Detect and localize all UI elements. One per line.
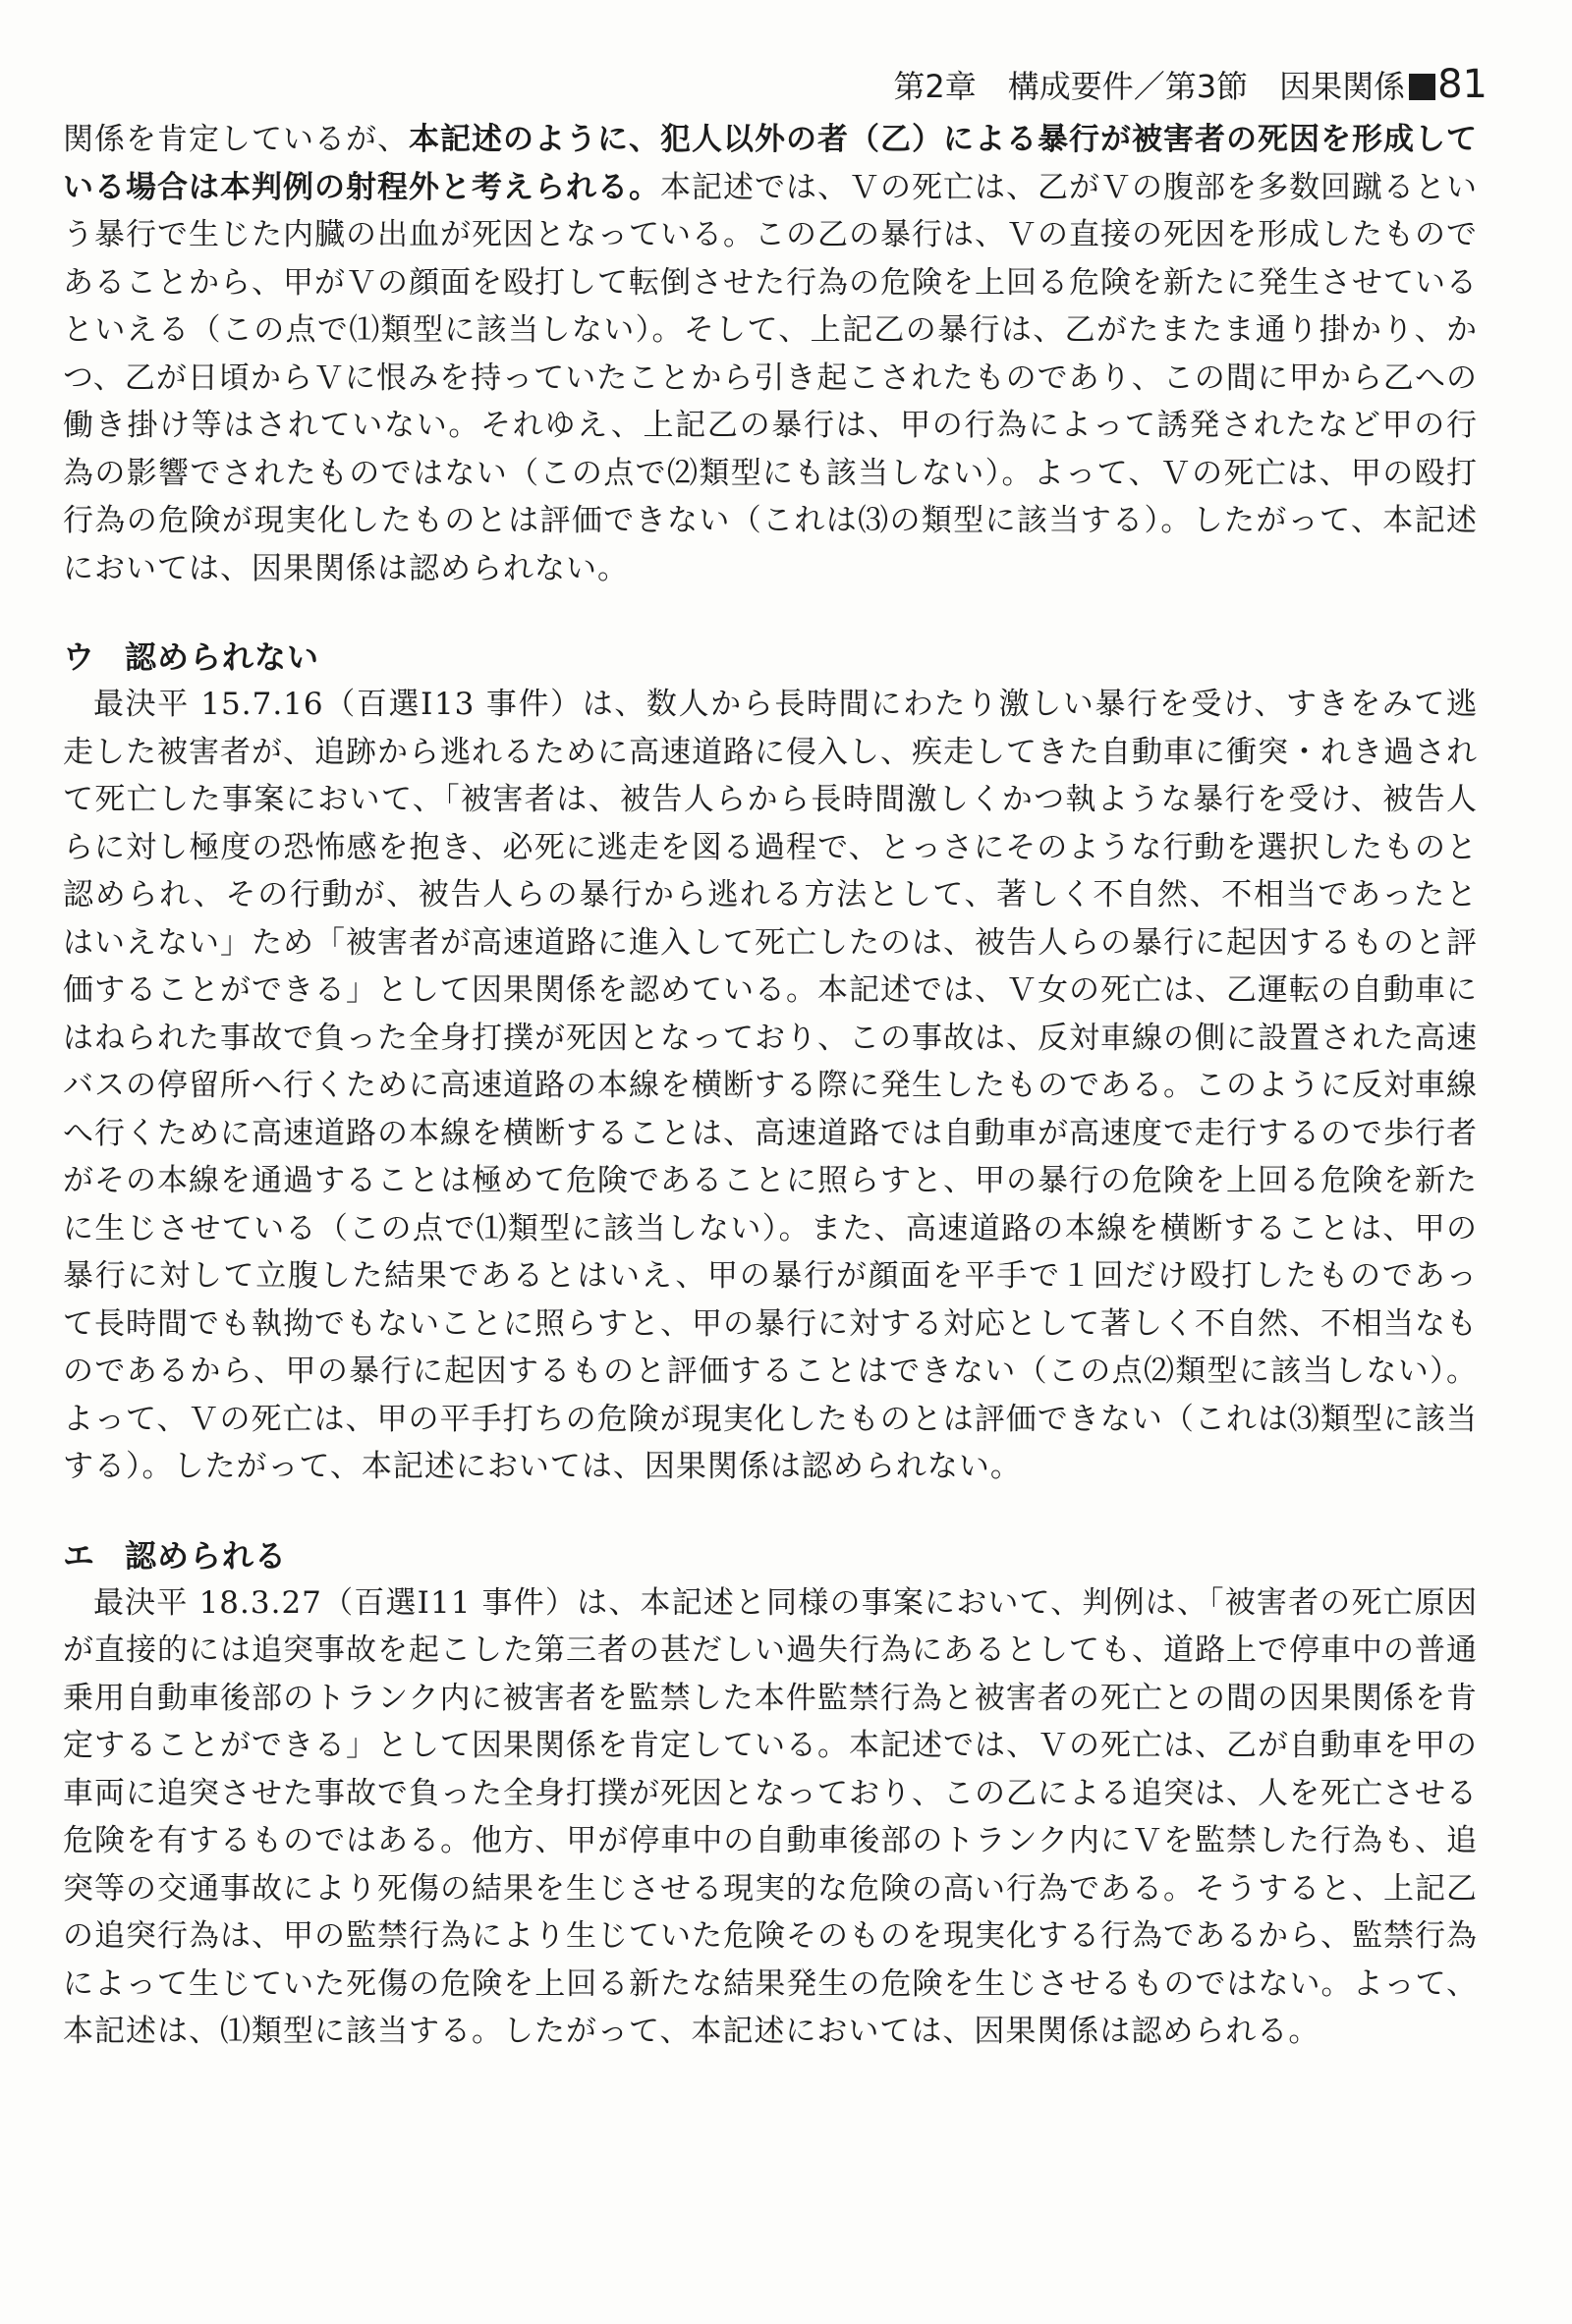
page-number: 81 (1437, 62, 1488, 107)
square-icon (1409, 74, 1435, 100)
intro-bold-text: 本記述のように、犯人以外の者（乙）による暴行が被害者の死因を形成している場合は本判例の射程外と考えられる。 (63, 122, 1478, 205)
section-body-u: 最決平 15.7.16（百選Ⅰ13 事件）は、数人から長時間にわたり激しい暴行を受け、すきをみて逃走した被害者が、追跡から逃れるために高速道路に侵入し、疾走してきた自動車に衝突・れき過されて死亡した事案において、「被害者は、被告人らから長時間激しくかつ執ような暴行を受け、被告人らに対し極度の恐怖感を抱き、必死に逃走を図る過程で、とっさにそのような行動を選択したものと認められ、その行動が、被告人らの暴行から逃れる方法として、著しく不自然、不相当であったとはいえない」ため「被害者が高速道路に進入して死亡したのは、被告人らの暴行に起因するものと評価することができる」として因果関係を認めている。本記述では、Ｖ女の死亡は、乙運転の自動車にはねられた事故で負った全身打撲が死因となっており、この事故は、反対車線の側に設置された高速バスの停留所へ行くために高速道路の本線を横断する際に発生したものである。このように反対車線へ行くために高速道路の本線を横断することは、高速道路では自動車が高速度で走行するので歩行者がその本線を通過することは極めて危険であることに照らすと、甲の暴行の危険を上回る危険を新たに生じさせている（この点で⑴類型に該当しない）。また、高速道路の本線を横断することは、甲の暴行に対して立腹した結果であるとはいえ、甲の暴行が顔面を平手で１回だけ殴打したものであって長時間でも執拗でもないことに照らすと、甲の暴行に対する対応として著しく不自然、不相当なものであるから、甲の暴行に起因するものと評価することはできない（この点⑵類型に該当しない）。よって、Ｖの死亡は、甲の平手打ちの危険が現実化したものとは評価できない（これは⑶類型に該当する）。したがって、本記述においては、因果関係は認められない。 (63, 687, 1479, 1484)
running-header (893, 62, 1488, 107)
main-text (63, 116, 1478, 2056)
section-body-e: 最決平 18.3.27（百選Ⅰ11 事件）は、本記述と同様の事案において、判例は、「被害者の死亡原因が直接的には追突事故を起こした第三者の甚だしい過失行為にあるとしても、道路上で停車中の普通乗用自動車後部のトランク内に被害者を監禁した本件監禁行為と被害者の死亡との間の因果関係を肯定することができる」として因果関係を肯定している。本記述では、Ｖの死亡は、乙が自動車を甲の車両に追突させた事故で負った全身打撲が死因となっており、この乙による追突は、人を死亡させる危険を有するものではある。他方、甲が停車中の自動車後部のトランク内にＶを監禁した行為も、追突等の交通事故により死傷の結果を生じさせる現実的な危険の高い行為である。そうすると、上記乙の追突行為は、甲の監禁行為により生じていた危険そのものを現実化する行為であるから、監禁行為によって生じていた死傷の危険を上回る新たな結果発生の危険を生じさせるものではない。よって、本記述は、⑴類型に該当する。したがって、本記述においては、因果関係は認められる。 (63, 1584, 1479, 2049)
intro-text-start: 関係を肯定しているが、 (63, 122, 409, 157)
section-mark: ウ (63, 638, 96, 676)
section-title: 認められない (125, 638, 320, 676)
section-mark: エ (63, 1536, 96, 1575)
intro-text-rest: 本記述では、Ｖの死亡は、乙がＶの腹部を多数回蹴るという暴行で生じた内臓の出血が死因となっている。この乙の暴行は、Ｖの直接の死因を形成したものであることから、甲がＶの顔面を殴打して転倒させた行為の危険を上回る危険を新たに発生させているといえる（この点で⑴類型に該当しない）。そして、上記乙の暴行は、乙がたまたま通り掛かり、かつ、乙が日頃からＶに恨みを持っていたことから引き起こされたものであり、この間に甲から乙への働き掛け等はされていない。それゆえ、上記乙の暴行は、甲の行為によって誘発されたなど甲の行為の影響でされたものではない（この点で⑵類型にも該当しない）。よって、Ｖの死亡は、甲の殴打行為の危険が現実化したものとは評価できない（これは⑶の類型に該当する）。したがって、本記述においては、因果関係は認められない。 (63, 169, 1479, 586)
chapter-section-label: 第2章 構成要件／第3節 因果関係 (893, 68, 1406, 105)
intro-paragraph (63, 116, 1478, 592)
section-heading-e (63, 1532, 1478, 1579)
section-heading-u (63, 634, 1478, 681)
section-title: 認められる (125, 1536, 288, 1575)
